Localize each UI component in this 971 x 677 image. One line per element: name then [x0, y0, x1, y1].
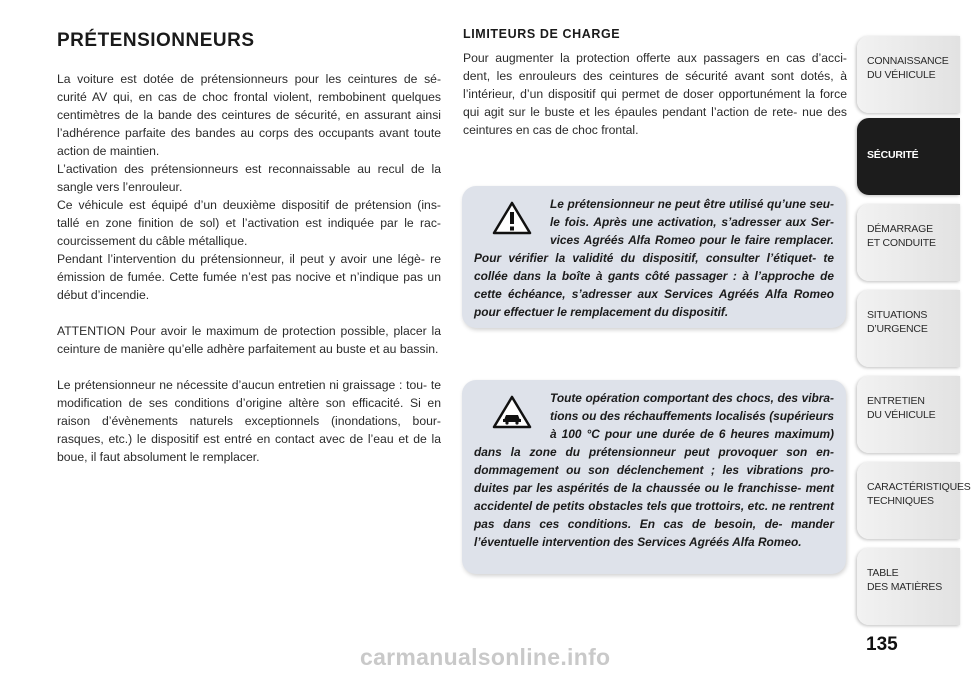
tab-demarrage-et-conduite[interactable]: DÉMARRAGE ET CONDUITE: [857, 204, 960, 281]
limiteurs-description: [463, 49, 847, 139]
warning-box-pretensionneur: [462, 186, 846, 328]
warning-text: Le prétensionneur ne peut être utilisé qu’une seu- le fois. Après une activation, s’adresser aux Ser- vices Agréés Alfa Romeo pour le faire remplacer. Pour vérifier la validité du dispositif, consulter l’étiquet- te collée dans la boîte à gants côté passager : à l’approche de cette échéance, s’adresser aux Services Agréés Alfa Romeo pour effectuer le remplacement du dispositif.: [474, 197, 834, 319]
warning-triangle-icon: [492, 195, 532, 245]
car-skid-warning-icon: [492, 389, 532, 439]
tab-table-des-matieres[interactable]: TABLE DES MATIÈRES: [857, 548, 960, 625]
tab-situations-d-urgence[interactable]: SITUATIONS D’URGENCE: [857, 290, 960, 367]
tab-entretien-du-vehicule[interactable]: ENTRETIEN DU VÉHICULE: [857, 376, 960, 453]
paragraph: Ce véhicule est équipé d’un deuxième dispositif de prétension (ins- tallé en zone finition de sol) et l’activation est indiquée par le rac- courcissement du câble métallique.: [57, 198, 441, 248]
paragraph: Pour augmenter la protection offerte aux passagers en cas d’acci- dent, les enrouleurs des ceintures de sécurité avant sont dotés, à l’intérieur, d’un dispositif qui permet de doser opportunément la force qui agit sur le buste et les épaules pendant l’action de rete- nue des ceintures en cas de choc frontal.: [463, 51, 847, 137]
tab-securite[interactable]: SÉCURITÉ: [857, 118, 960, 195]
left-column: [57, 24, 441, 484]
page-number: 135: [866, 634, 898, 655]
section-title-limiteurs: LIMITEURS DE CHARGE: [463, 27, 621, 41]
paragraph: La voiture est dotée de prétensionneurs pour les ceintures de sé- curité AV qui, en cas de choc frontal violent, rembobinent quelques centimètres de la bande des ceintures de sécurité, en assurant ainsi l’adhérence parfaite des bandes au corps des occupants avant toute action de maintien.: [57, 72, 441, 158]
tab-connaissance-du-vehicule[interactable]: CONNAISSANCE DU VÉHICULE: [857, 36, 960, 113]
paragraph: Le prétensionneur ne nécessite d’aucun entretien ni graissage : tou- te modification de ses conditions d’origine altère son efficacité. Si en raison d’évènements naturels exceptionnels (inondations, bour- rasques, etc.) le dispositif est entré en contact avec de l’eau et de la boue, il faut absolument le remplacer.: [57, 378, 441, 464]
pretensionneurs-description: [57, 70, 441, 304]
paragraph: L’activation des prétensionneurs est reconnaissable au recul de la sangle vers l’enrouleur.: [57, 162, 441, 194]
warning-box-vibrations: [462, 380, 846, 574]
maintenance-note: [57, 376, 441, 466]
right-column: [463, 24, 847, 157]
watermark: carmanualsonline.info: [360, 644, 611, 670]
tab-caracteristiques-techniques[interactable]: CARACTÉRISTIQUES TECHNIQUES: [857, 462, 960, 539]
paragraph: ATTENTION Pour avoir le maximum de protection possible, placer la ceinture de manière qu’elle adhère parfaitement au buste et au bassin.: [57, 324, 441, 356]
attention-note: [57, 322, 441, 358]
section-title-pretensionneurs: PRÉTENSIONNEURS: [57, 30, 255, 51]
paragraph: Pendant l’intervention du prétensionneur, il peut y avoir une légè- re émission de fumée. Cette fumée n’est pas nocive et n’indique pas un début d’incendie.: [57, 252, 441, 302]
warning-text: Toute opération comportant des chocs, des vibra- tions ou des réchauffements localisés (supérieurs à 100 °C pour une durée de 6 heures maximum) dans la zone du prétensionneur peut provoquer son en- dommagement ou son déclenchement ; les vibrations pro- duites par les aspérités de la chaussée ou le franchisse- ment accidentel de petits obstacles tels que trottoirs, etc. ne rentrent pas dans ces conditions. En cas de besoin, de- mander l’éventuelle intervention des Services Agréés Alfa Romeo.: [474, 391, 834, 549]
